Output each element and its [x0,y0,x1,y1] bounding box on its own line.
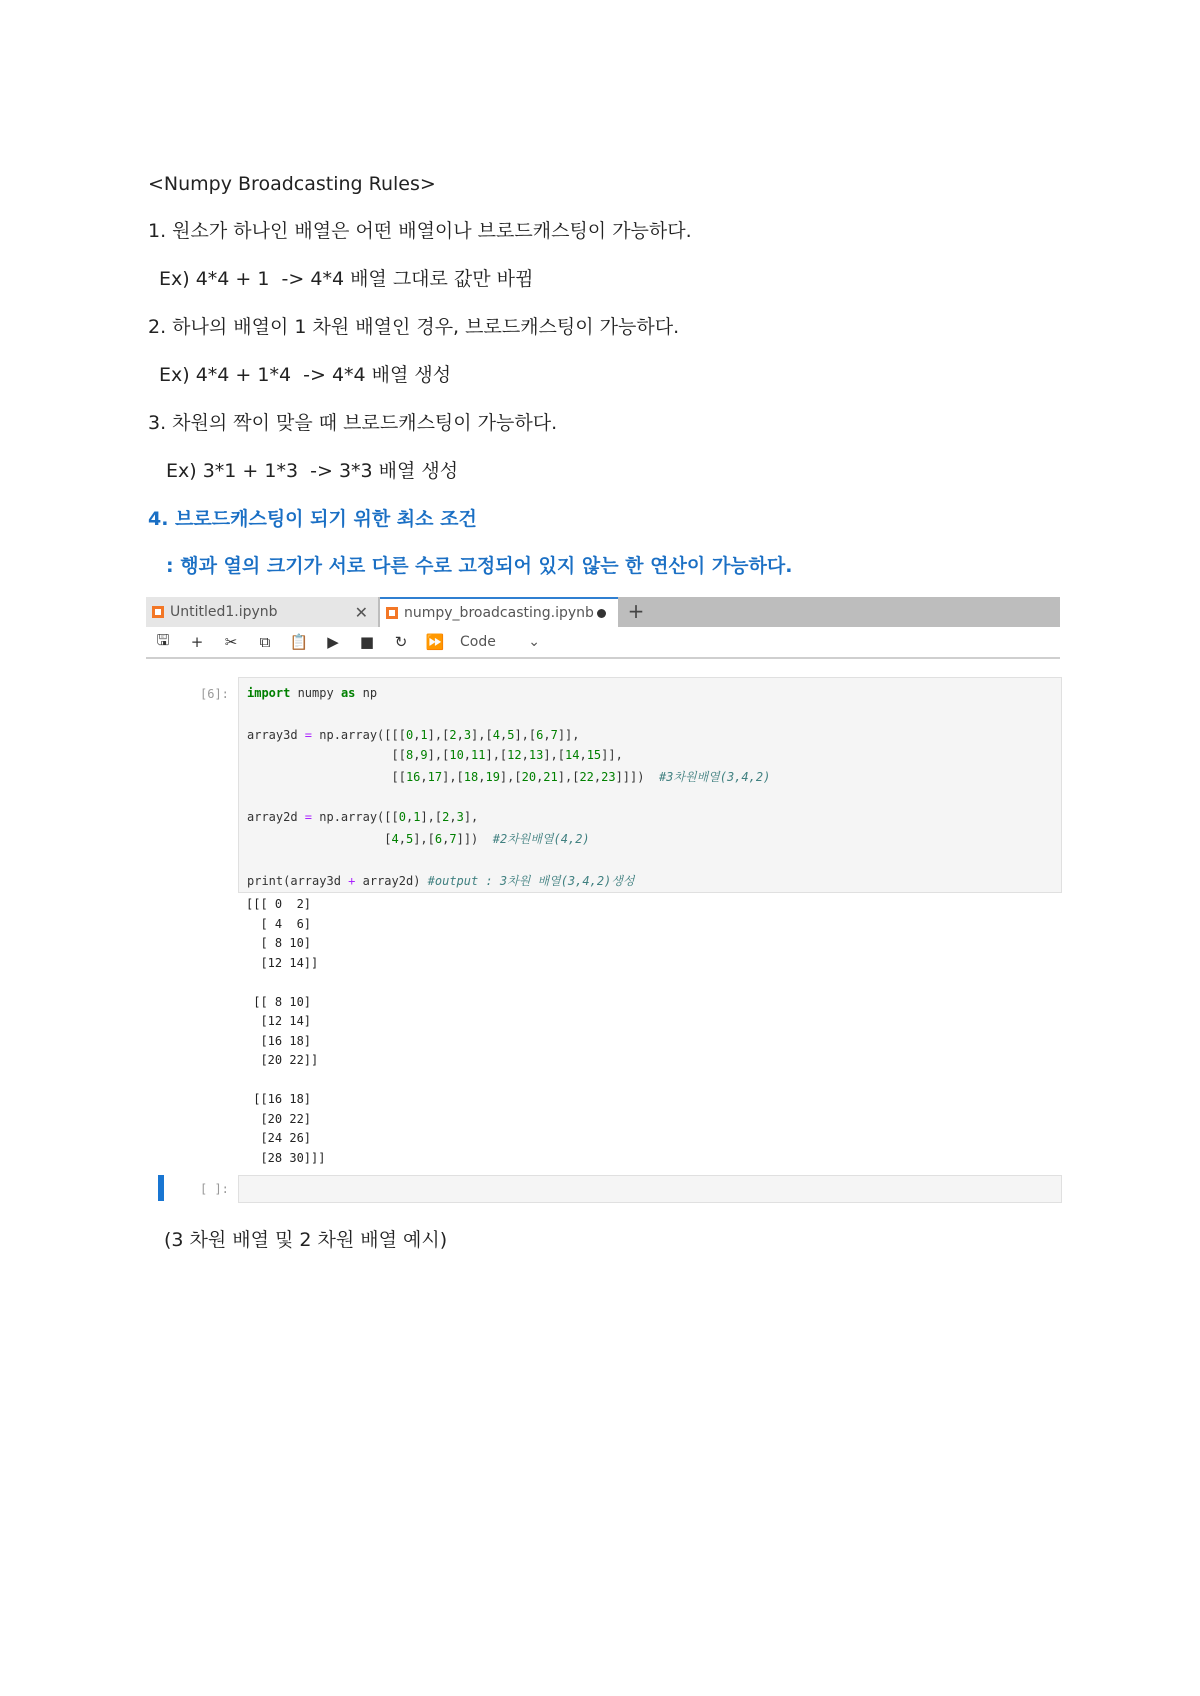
rule-4-detail: : 행과 열의 크기가 서로 다른 수로 고정되어 있지 않는 한 연산이 가능하다. [166,555,793,577]
restart-icon[interactable]: ↻ [394,633,408,651]
output-line: [12 14]] [246,955,319,970]
empty-code-cell[interactable] [238,1175,1062,1203]
output-line: [[16 18] [246,1092,312,1106]
output-line: [16 18] [246,1033,312,1048]
example-3: Ex) 3*1 + 1*3 -> 3*3 배열 생성 [166,460,459,482]
output-line: [20 22]] [246,1053,319,1067]
empty-cell-prompt: [ ]: [200,1182,229,1196]
code-line: print(array3d + array2d) #output : 3차원 배열(3,4,2)생성 [247,874,635,888]
code-line: [4,5],[6,7]]) #2차원배열(4,2) [247,832,590,846]
code-line: array3d = np.array([[[0,1],[2,3],[4,5],[6,7]], [247,728,580,742]
unsaved-dot-icon[interactable] [597,609,606,618]
example-1: Ex) 4*4 + 1 -> 4*4 배열 그대로 값만 바뀜 [159,268,534,290]
code-cell[interactable] [238,677,1062,893]
rule-3: 3. 차원의 짝이 맞을 때 브로드캐스팅이 가능하다. [148,412,558,434]
figure-caption: (3 차원 배열 및 2 차원 배열 예시) [164,1229,448,1251]
output-line: [20 22] [246,1111,312,1126]
cut-icon[interactable]: ✂ [224,633,238,651]
tab-bar [146,597,1060,627]
tab-numpy-broadcasting[interactable] [380,597,618,627]
close-icon[interactable]: ✕ [354,602,368,622]
chevron-down-icon: ⌄ [528,634,540,650]
rule-2: 2. 하나의 배열이 1 차원 배열인 경우, 브로드캐스팅이 가능하다. [148,316,680,338]
tab-untitled[interactable] [146,597,378,627]
notebook-icon [152,606,164,618]
run-icon[interactable]: ▶ [327,633,339,651]
rule-4: 4. 브로드캐스팅이 되기 위한 최소 조건 [148,508,477,530]
doc-title: <Numpy Broadcasting Rules> [148,173,436,195]
cell-prompt: [6]: [200,687,229,701]
tab-label: Untitled1.ipynb [170,604,278,620]
example-2: Ex) 4*4 + 1*4 -> 4*4 배열 생성 [159,364,452,386]
notebook-toolbar [146,627,1060,659]
plus-icon[interactable]: + [190,633,204,651]
output-line: [ 8 10] [246,936,312,950]
notebook-screenshot [146,597,1060,1201]
output-line: [ 4 6] [246,916,312,931]
output-line: [[ 8 10] [246,994,312,1009]
code-line: [[8,9],[10,11],[12,13],[14,15]], [247,748,623,762]
output-line: [12 14] [246,1014,312,1028]
new-tab-plus-icon[interactable]: + [627,599,645,623]
tab-label: numpy_broadcasting.ipynb [404,605,594,621]
fast-forward-icon[interactable]: ⏩ [425,633,445,651]
output-line: [24 26] [246,1131,312,1145]
rule-1: 1. 원소가 하나인 배열은 어떤 배열이나 브로드캐스팅이 가능하다. [148,220,692,242]
cell-type-select[interactable] [460,634,540,650]
stop-icon[interactable]: ■ [359,633,375,651]
cell-type-label: Code [460,634,496,650]
code-line: [[16,17],[18,19],[20,21],[22,23]]]) #3차원배열(3,4,2) [247,770,771,784]
output-line: [[[ 0 2] [246,897,312,911]
save-icon[interactable]: 🖫 [156,630,170,649]
notebook-icon [386,607,398,619]
copy-icon[interactable]: ⧉ [259,633,271,651]
code-line: array2d = np.array([[0,1],[2,3], [247,810,479,824]
paste-icon[interactable]: 📋 [289,633,309,651]
code-line: import numpy as np [247,686,378,700]
output-line: [28 30]]] [246,1150,326,1165]
active-cell-indicator [158,1175,164,1201]
